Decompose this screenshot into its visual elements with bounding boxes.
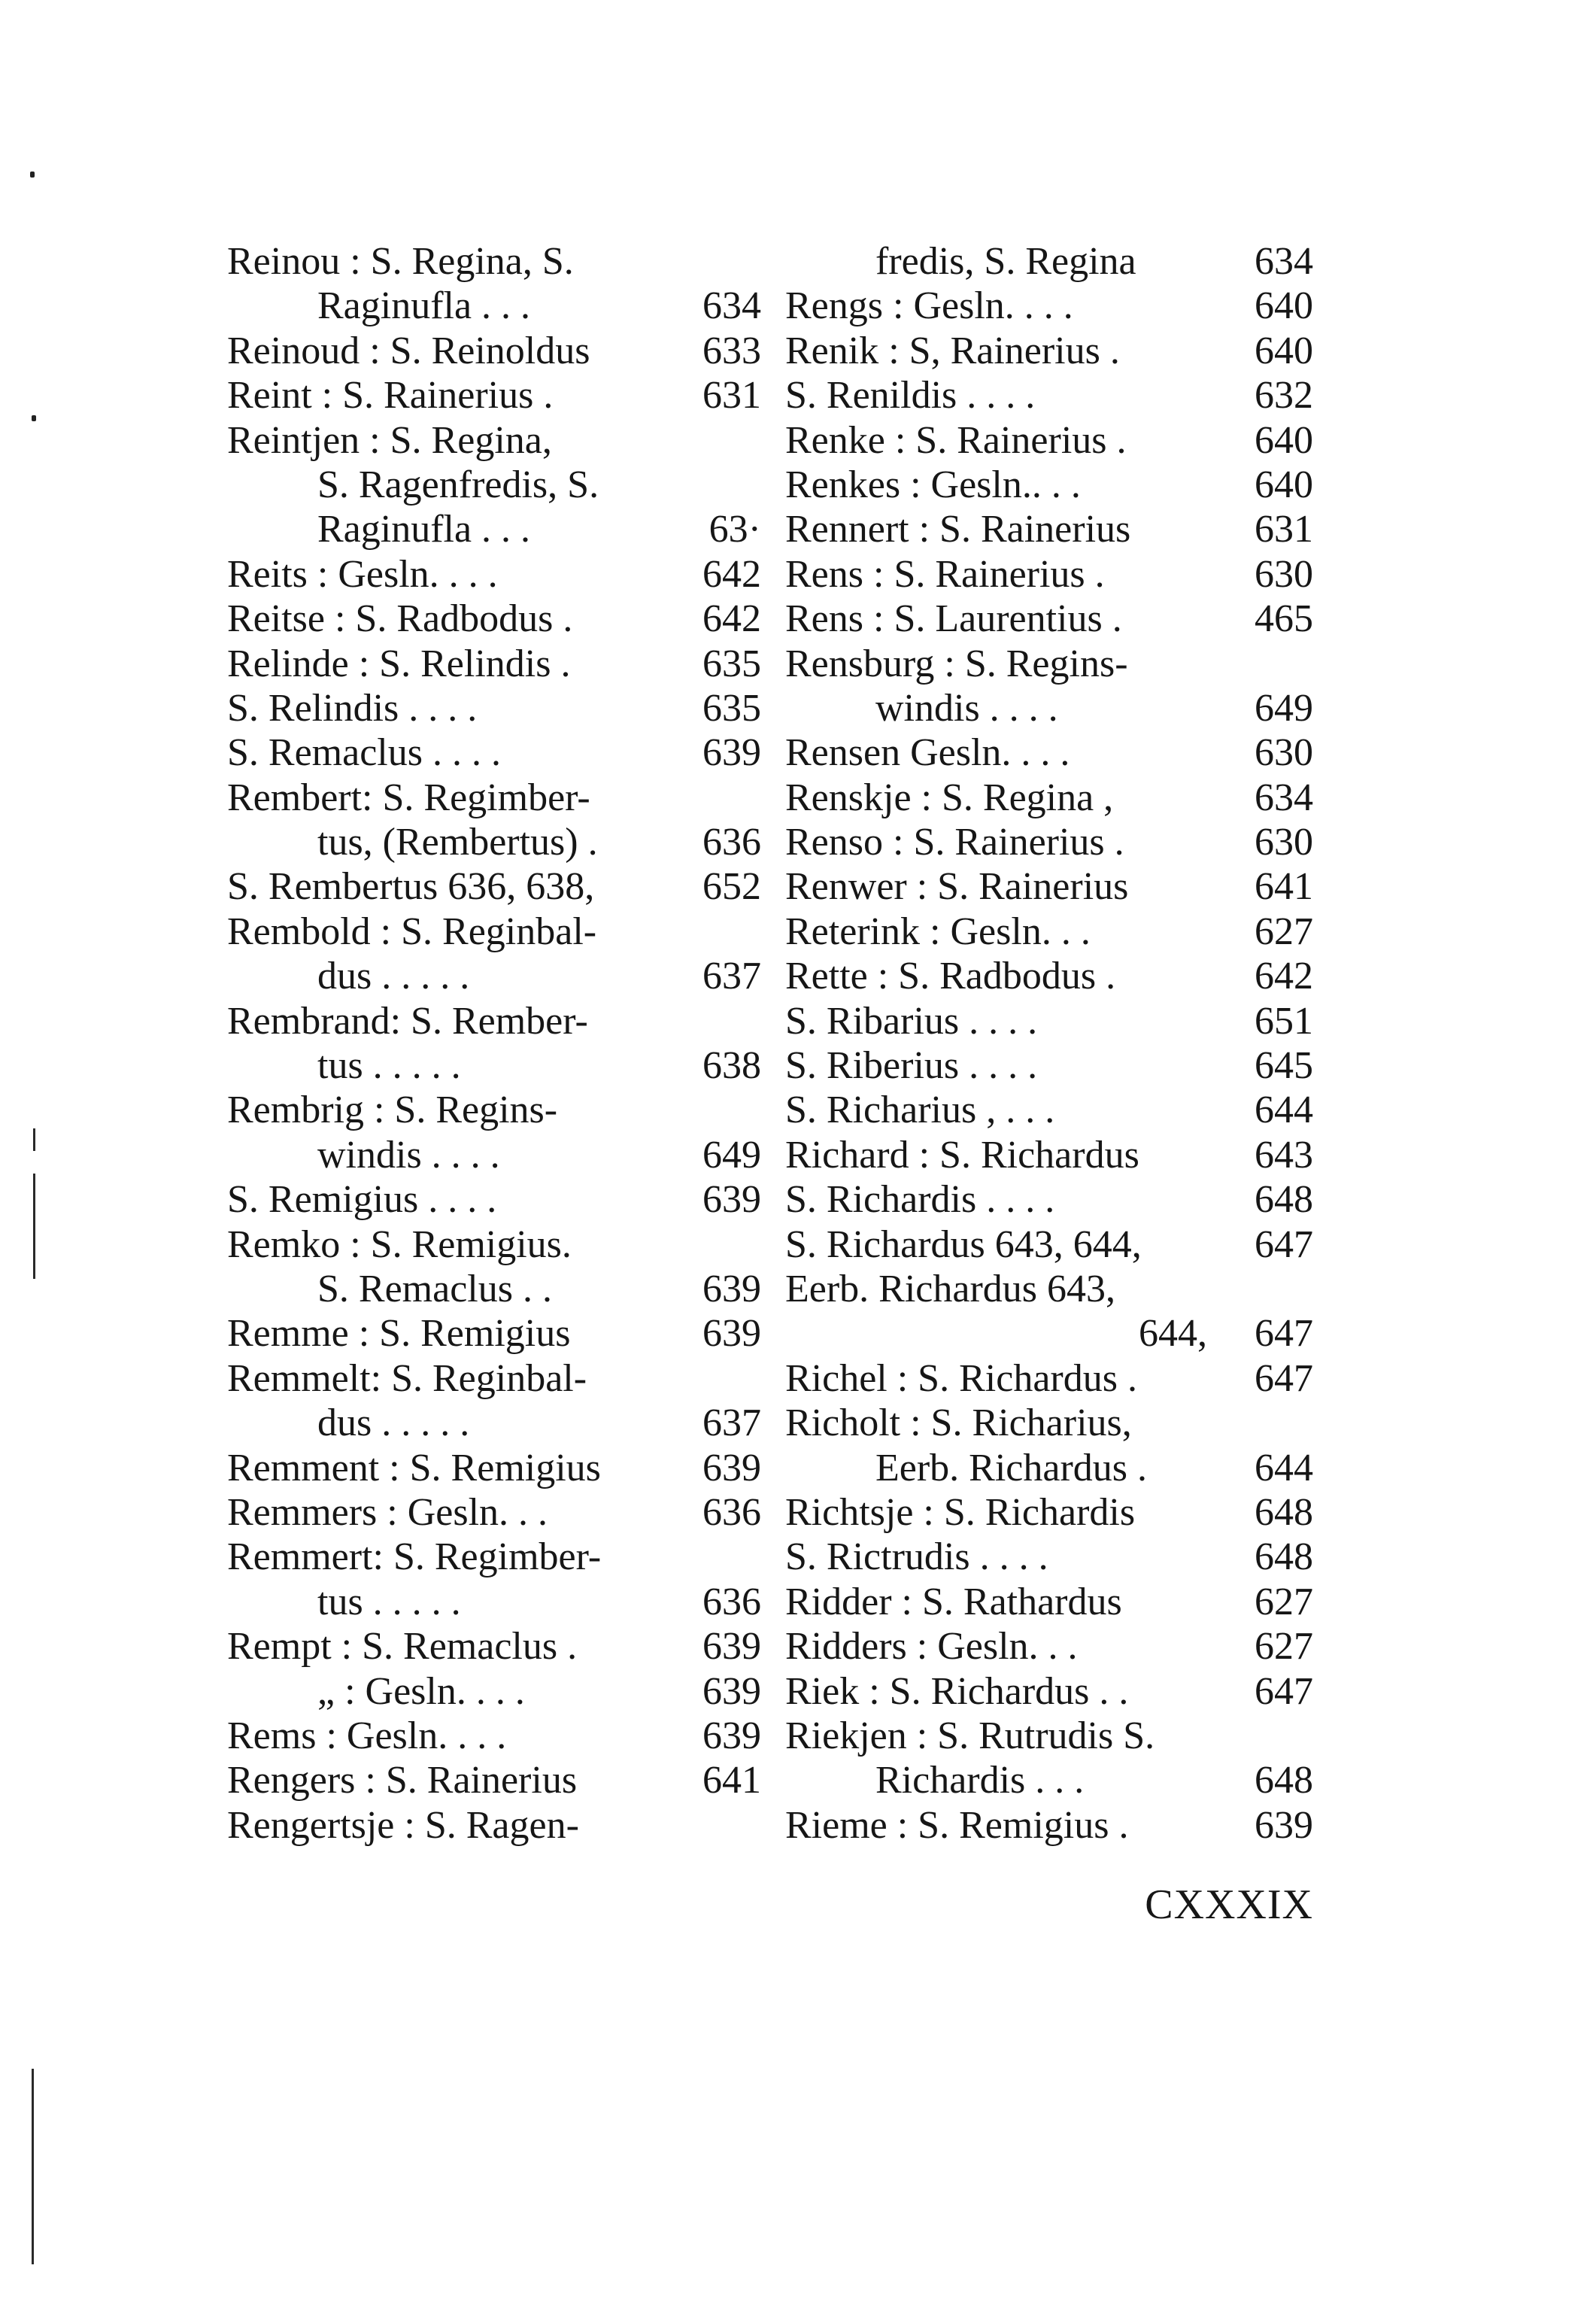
entry-page-number: 645 bbox=[1255, 1044, 1313, 1088]
index-entry bbox=[785, 820, 1313, 864]
entry-page-number: 634 bbox=[702, 284, 761, 328]
index-entry bbox=[785, 329, 1313, 373]
entry-text: Rembrand: S. Rember- bbox=[227, 999, 588, 1043]
index-entry bbox=[785, 999, 1313, 1043]
index-entry bbox=[785, 1356, 1313, 1401]
entry-text: Rengs : Gesln. . . . bbox=[785, 284, 1073, 328]
scan-speck bbox=[32, 415, 36, 421]
index-entry bbox=[785, 239, 1313, 284]
entry-text: Richardis . . . bbox=[875, 1759, 1085, 1802]
entry-text: „ : Gesln. . . . bbox=[317, 1669, 525, 1713]
index-entry bbox=[785, 463, 1313, 507]
index-entry bbox=[227, 418, 761, 463]
index-entry bbox=[227, 507, 761, 551]
entry-page-number: 639 bbox=[702, 1178, 761, 1222]
entry-page-number: 648 bbox=[1255, 1759, 1313, 1802]
entry-text: S. Ragenfredis, S. bbox=[317, 463, 599, 506]
index-entry bbox=[227, 373, 761, 418]
entry-text: Rems : Gesln. . . . bbox=[227, 1714, 507, 1757]
index-entry bbox=[785, 1490, 1313, 1535]
entry-text: Richel : S. Richardus . bbox=[785, 1356, 1137, 1400]
entry-text: S. Remigius . . . . bbox=[227, 1178, 497, 1222]
index-entry bbox=[227, 686, 761, 730]
entry-text: S. Ribarius . . . . bbox=[785, 999, 1038, 1043]
entry-page-number: 644 bbox=[1255, 1089, 1313, 1132]
index-entry bbox=[785, 1669, 1313, 1714]
entry-text: Reinou : S. Regina, S. bbox=[227, 240, 574, 283]
index-entry bbox=[227, 999, 761, 1043]
entry-page-number: 647 bbox=[1255, 1669, 1313, 1713]
entry-text: tus, (Rembertus) . bbox=[317, 821, 598, 864]
entry-text: Eerb. Richardus . bbox=[875, 1446, 1148, 1489]
entry-page-number: 642 bbox=[1255, 955, 1313, 998]
entry-text: S. Remaclus . . bbox=[317, 1267, 552, 1310]
entry-text: S. Relindis . . . . bbox=[227, 686, 478, 730]
entry-text: tus . . . . . bbox=[317, 1580, 461, 1623]
entry-page-number: 630 bbox=[1255, 821, 1313, 864]
index-entry bbox=[785, 1401, 1313, 1445]
index-entry bbox=[227, 1133, 761, 1177]
index-entry bbox=[227, 1401, 761, 1445]
margin-rule bbox=[33, 1174, 35, 1279]
index-entry bbox=[227, 1311, 761, 1356]
entry-page-number: 633 bbox=[702, 329, 761, 372]
index-entry bbox=[227, 1088, 761, 1132]
entry-text: S. Renildis . . . . bbox=[785, 374, 1036, 418]
entry-text: Reitse : S. Radbodus . bbox=[227, 597, 573, 641]
entry-page-number: 63· bbox=[708, 508, 761, 551]
entry-page-number: 647 bbox=[1255, 1222, 1313, 1266]
entry-text: Richtsje : S. Richardis bbox=[785, 1490, 1136, 1534]
entry-text: Riekjen : S. Rutrudis S. bbox=[785, 1714, 1155, 1757]
entry-page-number: 648 bbox=[1255, 1535, 1313, 1579]
entry-page-number: 627 bbox=[1255, 1580, 1313, 1623]
entry-text: Raginufla . . . bbox=[317, 284, 531, 328]
index-entry bbox=[227, 730, 761, 775]
entry-page-number: 630 bbox=[1255, 731, 1313, 775]
index-entry bbox=[227, 1624, 761, 1669]
entry-text: windis . . . . bbox=[317, 1133, 500, 1177]
entry-page-number: 635 bbox=[702, 642, 761, 685]
index-entry bbox=[227, 1758, 761, 1802]
entry-page-number: 637 bbox=[702, 1401, 761, 1445]
entry-page-number: 640 bbox=[1255, 463, 1313, 506]
index-entry bbox=[227, 1803, 761, 1848]
entry-page-number: 652 bbox=[702, 865, 761, 909]
index-entry bbox=[785, 864, 1313, 909]
entry-page-number: 636 bbox=[702, 1490, 761, 1534]
entry-text: Remment : S. Remigius bbox=[227, 1446, 601, 1489]
entry-text: Rembert: S. Regimber- bbox=[227, 776, 590, 819]
index-entry bbox=[785, 1803, 1313, 1848]
entry-text: Eerb. Richardus 643, bbox=[785, 1267, 1116, 1310]
index-entry bbox=[785, 686, 1313, 730]
index-entry bbox=[785, 1446, 1313, 1490]
entry-page-number: 647 bbox=[1255, 1312, 1313, 1356]
index-entry bbox=[227, 1669, 761, 1714]
page-number: CXXXIX bbox=[1145, 1881, 1313, 1928]
index-entry bbox=[227, 1356, 761, 1401]
entry-text: S. Richardis . . . . bbox=[785, 1178, 1055, 1222]
index-entry bbox=[227, 909, 761, 954]
entry-page-number: 635 bbox=[702, 686, 761, 730]
entry-page-number: 648 bbox=[1255, 1178, 1313, 1222]
entry-text: Renik : S, Rainerius . bbox=[785, 329, 1120, 372]
margin-rule bbox=[33, 1128, 35, 1151]
entry-page-number: 634 bbox=[1255, 240, 1313, 283]
index-entry bbox=[785, 1580, 1313, 1624]
entry-page-number: 630 bbox=[1255, 552, 1313, 596]
index-entry bbox=[785, 1133, 1313, 1177]
index-entry bbox=[785, 552, 1313, 597]
entry-text: Rette : S. Radbodus . bbox=[785, 955, 1116, 998]
index-entry bbox=[785, 1535, 1313, 1579]
entry-text: dus . . . . . bbox=[317, 955, 470, 998]
index-entry bbox=[227, 1043, 761, 1088]
entry-text: S. Rembertus 636, 638, bbox=[227, 865, 595, 909]
entry-page-number: 638 bbox=[702, 1044, 761, 1088]
entry-page-number: 465 bbox=[1255, 597, 1313, 641]
index-entry bbox=[227, 1535, 761, 1579]
index-entry bbox=[227, 329, 761, 373]
entry-page-number: 634 bbox=[1255, 776, 1313, 819]
index-entry bbox=[227, 552, 761, 597]
entry-page-number: 649 bbox=[1255, 686, 1313, 730]
entry-page-number: 639 bbox=[702, 1312, 761, 1356]
entry-text: Rieme : S. Remigius . bbox=[785, 1803, 1129, 1847]
entry-text: windis . . . . bbox=[875, 686, 1058, 730]
entry-page-number: 649 bbox=[702, 1133, 761, 1177]
entry-text: Raginufla . . . bbox=[317, 508, 531, 551]
index-entry bbox=[227, 1222, 761, 1267]
entry-text: Rengers : S. Rainerius bbox=[227, 1759, 578, 1802]
index-entry bbox=[785, 730, 1313, 775]
entry-text: Rensburg : S. Regins- bbox=[785, 642, 1128, 685]
entry-text: S. Remaclus . . . . bbox=[227, 731, 501, 775]
entry-text: Relinde : S. Relindis . bbox=[227, 642, 571, 685]
entry-text: Remko : S. Remigius. bbox=[227, 1222, 572, 1266]
index-entry bbox=[227, 820, 761, 864]
entry-text: Richolt : S. Richarius, bbox=[785, 1401, 1132, 1445]
entry-text: S. Rictrudis . . . . bbox=[785, 1535, 1048, 1579]
index-entry bbox=[785, 1222, 1313, 1267]
entry-page-number: 648 bbox=[1255, 1490, 1313, 1534]
entry-text: Remmers : Gesln. . . bbox=[227, 1490, 548, 1534]
index-entry bbox=[785, 909, 1313, 954]
index-entry bbox=[785, 954, 1313, 998]
index-entry bbox=[227, 284, 761, 328]
entry-text: Rembold : S. Reginbal- bbox=[227, 909, 597, 953]
entry-text: S. Riberius . . . . bbox=[785, 1044, 1038, 1088]
entry-page-number: 631 bbox=[1255, 508, 1313, 551]
entry-page-number: 639 bbox=[702, 1714, 761, 1757]
entry-text: Remme : S. Remigius bbox=[227, 1312, 571, 1356]
entry-page-number: 641 bbox=[702, 1759, 761, 1802]
scan-speck bbox=[30, 172, 35, 178]
index-entry bbox=[785, 418, 1313, 463]
entry-text: S. Richarius , . . . bbox=[785, 1089, 1055, 1132]
entry-page-number: 627 bbox=[1255, 909, 1313, 953]
entry-text: Rennert : S. Rainerius bbox=[785, 508, 1131, 551]
index-entry bbox=[785, 597, 1313, 641]
entry-page-number: 639 bbox=[702, 1669, 761, 1713]
index-entry bbox=[785, 284, 1313, 328]
index-entry bbox=[227, 1446, 761, 1490]
entry-page-number: 647 bbox=[1255, 1356, 1313, 1400]
entry-page-number: 639 bbox=[702, 1625, 761, 1669]
margin-rule bbox=[32, 2069, 34, 2264]
index-entry bbox=[227, 463, 761, 507]
entry-text: Renskje : S. Regina , bbox=[785, 776, 1114, 819]
entry-text: tus . . . . . bbox=[317, 1044, 461, 1088]
entry-text: Rens : S. Rainerius . bbox=[785, 552, 1105, 596]
entry-text: Reintjen : S. Regina, bbox=[227, 418, 552, 462]
entry-page-number: 644 bbox=[1255, 1446, 1313, 1489]
entry-text: fredis, S. Regina bbox=[875, 240, 1136, 283]
index-entry bbox=[785, 373, 1313, 418]
entry-text: Remmelt: S. Reginbal- bbox=[227, 1356, 587, 1400]
entry-text: Rempt : S. Remaclus . bbox=[227, 1625, 578, 1669]
entry-text: Renwer : S. Rainerius bbox=[785, 865, 1129, 909]
entry-text: Rens : S. Laurentius . bbox=[785, 597, 1122, 641]
entry-page-number: 639 bbox=[702, 731, 761, 775]
index-entry bbox=[785, 1714, 1313, 1758]
index-entry bbox=[227, 1177, 761, 1222]
entry-page-number: 640 bbox=[1255, 284, 1313, 328]
entry-text: Rembrig : S. Regins- bbox=[227, 1089, 558, 1132]
entry-text: Remmert: S. Regimber- bbox=[227, 1535, 602, 1579]
entry-page-number: 642 bbox=[702, 597, 761, 641]
index-entry bbox=[227, 954, 761, 998]
entry-text: S. Richardus 643, 644, bbox=[785, 1222, 1142, 1266]
entry-text: Ridder : S. Rathardus bbox=[785, 1580, 1122, 1623]
index-entry bbox=[785, 1177, 1313, 1222]
entry-text: Renso : S. Rainerius . bbox=[785, 821, 1124, 864]
entry-text: Renkes : Gesln.. . . bbox=[785, 463, 1081, 506]
index-entry bbox=[785, 1758, 1313, 1802]
entry-text: Ridders : Gesln. . . bbox=[785, 1625, 1078, 1669]
index-entry bbox=[785, 1043, 1313, 1088]
index-column-right bbox=[785, 239, 1313, 1848]
index-column-left bbox=[227, 239, 761, 1848]
entry-page-number: 641 bbox=[1255, 865, 1313, 909]
entry-text: Reinoud : S. Reinoldus bbox=[227, 329, 590, 372]
index-entry bbox=[785, 642, 1313, 686]
entry-text: Riek : S. Richardus . . bbox=[785, 1669, 1129, 1713]
index-entry bbox=[227, 1490, 761, 1535]
index-entry bbox=[785, 1311, 1313, 1356]
entry-text: Renke : S. Rainerius . bbox=[785, 418, 1127, 462]
index-entry bbox=[227, 239, 761, 284]
entry-page-number: 632 bbox=[1255, 374, 1313, 418]
index-entry bbox=[785, 776, 1313, 820]
entry-page-number: 639 bbox=[1255, 1803, 1313, 1847]
entry-page-number: 643 bbox=[1255, 1133, 1313, 1177]
index-entry bbox=[785, 507, 1313, 551]
entry-text: Reint : S. Rainerius . bbox=[227, 374, 554, 418]
entry-page-number: 631 bbox=[702, 374, 761, 418]
entry-text: Rengertsje : S. Ragen- bbox=[227, 1803, 579, 1847]
index-entry bbox=[227, 1580, 761, 1624]
index-entry bbox=[785, 1088, 1313, 1132]
entry-text: Reterink : Gesln. . . bbox=[785, 909, 1091, 953]
entry-page-number: 640 bbox=[1255, 329, 1313, 372]
entry-page-number: 639 bbox=[702, 1446, 761, 1489]
entry-page-number: 639 bbox=[702, 1267, 761, 1310]
entry-page-number: 637 bbox=[702, 955, 761, 998]
index-entry bbox=[785, 1267, 1313, 1311]
index-entry bbox=[227, 1714, 761, 1758]
index-entry bbox=[227, 642, 761, 686]
entry-text: Reits : Gesln. . . . bbox=[227, 552, 498, 596]
entry-text: 644, bbox=[1139, 1312, 1207, 1356]
entry-page-number: 636 bbox=[702, 1580, 761, 1623]
index-entry bbox=[227, 597, 761, 641]
index-entry bbox=[227, 864, 761, 909]
entry-page-number: 642 bbox=[702, 552, 761, 596]
entry-page-number: 627 bbox=[1255, 1625, 1313, 1669]
entry-text: Rensen Gesln. . . . bbox=[785, 731, 1070, 775]
entry-text: dus . . . . . bbox=[317, 1401, 470, 1445]
index-entry bbox=[227, 1267, 761, 1311]
index-entry bbox=[785, 1624, 1313, 1669]
entry-page-number: 640 bbox=[1255, 418, 1313, 462]
entry-text: Richard : S. Richardus bbox=[785, 1133, 1139, 1177]
entry-page-number: 651 bbox=[1255, 999, 1313, 1043]
index-entry bbox=[227, 776, 761, 820]
entry-page-number: 636 bbox=[702, 821, 761, 864]
